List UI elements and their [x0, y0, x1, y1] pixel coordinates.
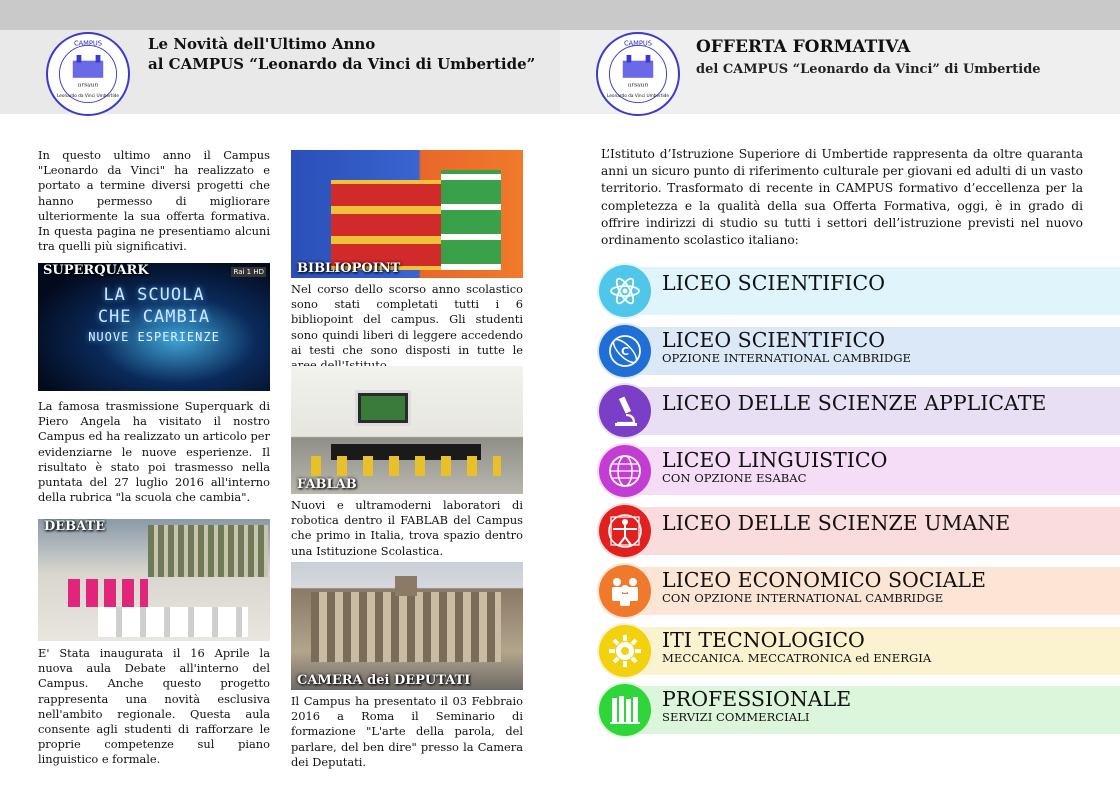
- course-row: [599, 505, 1120, 557]
- campus-logo-right: [596, 32, 680, 116]
- logo-ring-text: CAMPUS: [73, 39, 103, 48]
- left-header-title-line2: al CAMPUS “Leonardo da Vinci di Umbertide”: [148, 55, 536, 73]
- course-title: LICEO SCIENTIFICO: [662, 271, 885, 295]
- atom-icon: [599, 265, 651, 317]
- right-header-subtitle: del CAMPUS “Leonardo da Vinci” di Umbertide: [696, 62, 1041, 77]
- superquark-line2: CHE CAMBIA: [97, 307, 211, 327]
- svg-text:Leonardo da Vinci Umbertide: Leonardo da Vinci Umbertide: [606, 93, 670, 99]
- course-title: LICEO DELLE SCIENZE APPLICATE: [662, 391, 1047, 415]
- course-title: LICEO SCIENTIFICO: [662, 328, 885, 352]
- course-title: PROFESSIONALE: [662, 687, 852, 711]
- course-title: ITI TECNOLOGICO: [662, 628, 865, 652]
- camera-caption: CAMERA dei DEPUTATI: [297, 673, 471, 688]
- campus-logo: [46, 32, 130, 116]
- camera-photo: [291, 562, 523, 690]
- top-strip: [0, 0, 1120, 30]
- course-subtitle: OPZIONE INTERNATIONAL CAMBRIDGE: [662, 351, 911, 365]
- course-subtitle: CON OPZIONE INTERNATIONAL CAMBRIDGE: [662, 591, 944, 605]
- bibliopoint-text: Nel corso dello scorso anno scolastico sono stati completati tutti i 6 bibliopoint del campus. Gli studenti sono quindi liberi di leggere accedendo ai testi che sono disposti in tutte le: [291, 282, 523, 357]
- gear-icon: [599, 625, 651, 677]
- svg-text:ursuun: ursuun: [627, 82, 649, 89]
- right-header-title: OFFERTA FORMATIVA: [696, 37, 911, 57]
- superquark-photo: [38, 263, 270, 391]
- cambridge-atom-icon: [599, 325, 651, 377]
- superquark-line3: NUOVE ESPERIENZE: [88, 330, 220, 344]
- left-header: [0, 30, 560, 114]
- logo-inner-text: Leonardo da Vinci Umbertide: [56, 93, 120, 99]
- course-title: LICEO ECONOMICO SOCIALE: [662, 568, 986, 592]
- bibliopoint-photo: [291, 150, 523, 278]
- books-icon: [599, 684, 651, 736]
- superquark-caption: SUPERQUARK: [43, 263, 149, 278]
- debate-caption: DEBATE: [44, 519, 106, 534]
- course-row: [599, 625, 1120, 677]
- course-row: [599, 385, 1120, 437]
- camera-text: Il Campus ha presentato il 03 Febbraio 2016 a Roma il Seminario di formazione "L'arte della parola, del parlare, del ben dire" presso la Camera dei Deputati.: [291, 694, 523, 769]
- svg-text:CAMPUS: CAMPUS: [623, 39, 653, 48]
- fablab-caption: FABLAB: [297, 477, 357, 492]
- course-subtitle: SERVIZI COMMERCIALI: [662, 710, 810, 724]
- course-title: LICEO DELLE SCIENZE UMANE: [662, 511, 1011, 535]
- course-title: LICEO LINGUISTICO: [662, 448, 888, 472]
- rai-badge: Rai 1 HD: [233, 268, 264, 276]
- debate-text: E' Stata inaugurata il 16 Aprile la nuova aula Debate all'interno del Campus. Anche questo progetto rappresenta una novità esclusiva nell'ambito regionale. Questa aula consente agli studenti di rafforzare le proprie competenze sul piano linguistico e formale.: [38, 646, 270, 767]
- superquark-line1: LA SCUOLA: [103, 285, 205, 305]
- course-subtitle: CON OPZIONE ESABAC: [662, 471, 807, 485]
- offerta-intro: L’Istituto d’Istruzione Superiore di Umbertide rappresenta da oltre quaranta anni un sicuro punto di riferimento culturale per giovani ed adulti di un vasto territorio. Trasformato di recente in CAMPUS formativo d’eccellenza per la completezza e la qualità della sua Offerta Formativa, oggi, è in grado di offrire indirizzi di studio su tutti i settori dell’istruzione previsti nel nuovo ordinamento scolastico italiano:: [601, 147, 1083, 248]
- course-row: [599, 325, 1120, 377]
- vitruvian-man-icon: [599, 505, 651, 557]
- fablab-photo: [291, 366, 523, 494]
- svg-text:C: C: [620, 345, 630, 358]
- people-icon: [599, 565, 651, 617]
- superquark-text: La famosa trasmissione Superquark di Piero Angela ha visitato il nostro Campus ed ha realizzato un articolo per evidenziarne le nuove esperienze. Il risultato è stato poi trasmesso nella puntata del 27 luglio 2016 all'interno della rubrica "la scuola che cambia".: [38, 399, 270, 505]
- fablab-text: Nuovi e ultramoderni laboratori di robotica dentro il FABLAB del Campus che primo in Italia, trova spazio dentro una Istituzione Scolastica.: [291, 498, 523, 558]
- svg-text:ursuun: ursuun: [77, 82, 99, 89]
- course-subtitle: MECCANICA. MECCATRONICA ed ENERGIA: [662, 651, 932, 665]
- debate-photo: [38, 519, 270, 641]
- course-row: [599, 445, 1120, 497]
- bibliopoint-caption: BIBLIOPOINT: [297, 261, 401, 276]
- right-header: [560, 30, 1120, 114]
- left-intro-text: In questo ultimo anno il Campus "Leonardo da Vinci" ha realizzato e portato a termine diversi progetti che hanno permesso di migliorare ulteriormente la sua offerta formativa. In questa pagina ne presentiamo alcuni tra quelli più significativi.: [38, 148, 270, 254]
- globe-icon: [599, 445, 651, 497]
- microscope-icon: [599, 385, 651, 437]
- course-row: [599, 265, 1120, 317]
- course-row: [599, 684, 1120, 736]
- left-header-title-line1: Le Novità dell'Ultimo Anno: [148, 35, 376, 53]
- course-row: [599, 565, 1120, 617]
